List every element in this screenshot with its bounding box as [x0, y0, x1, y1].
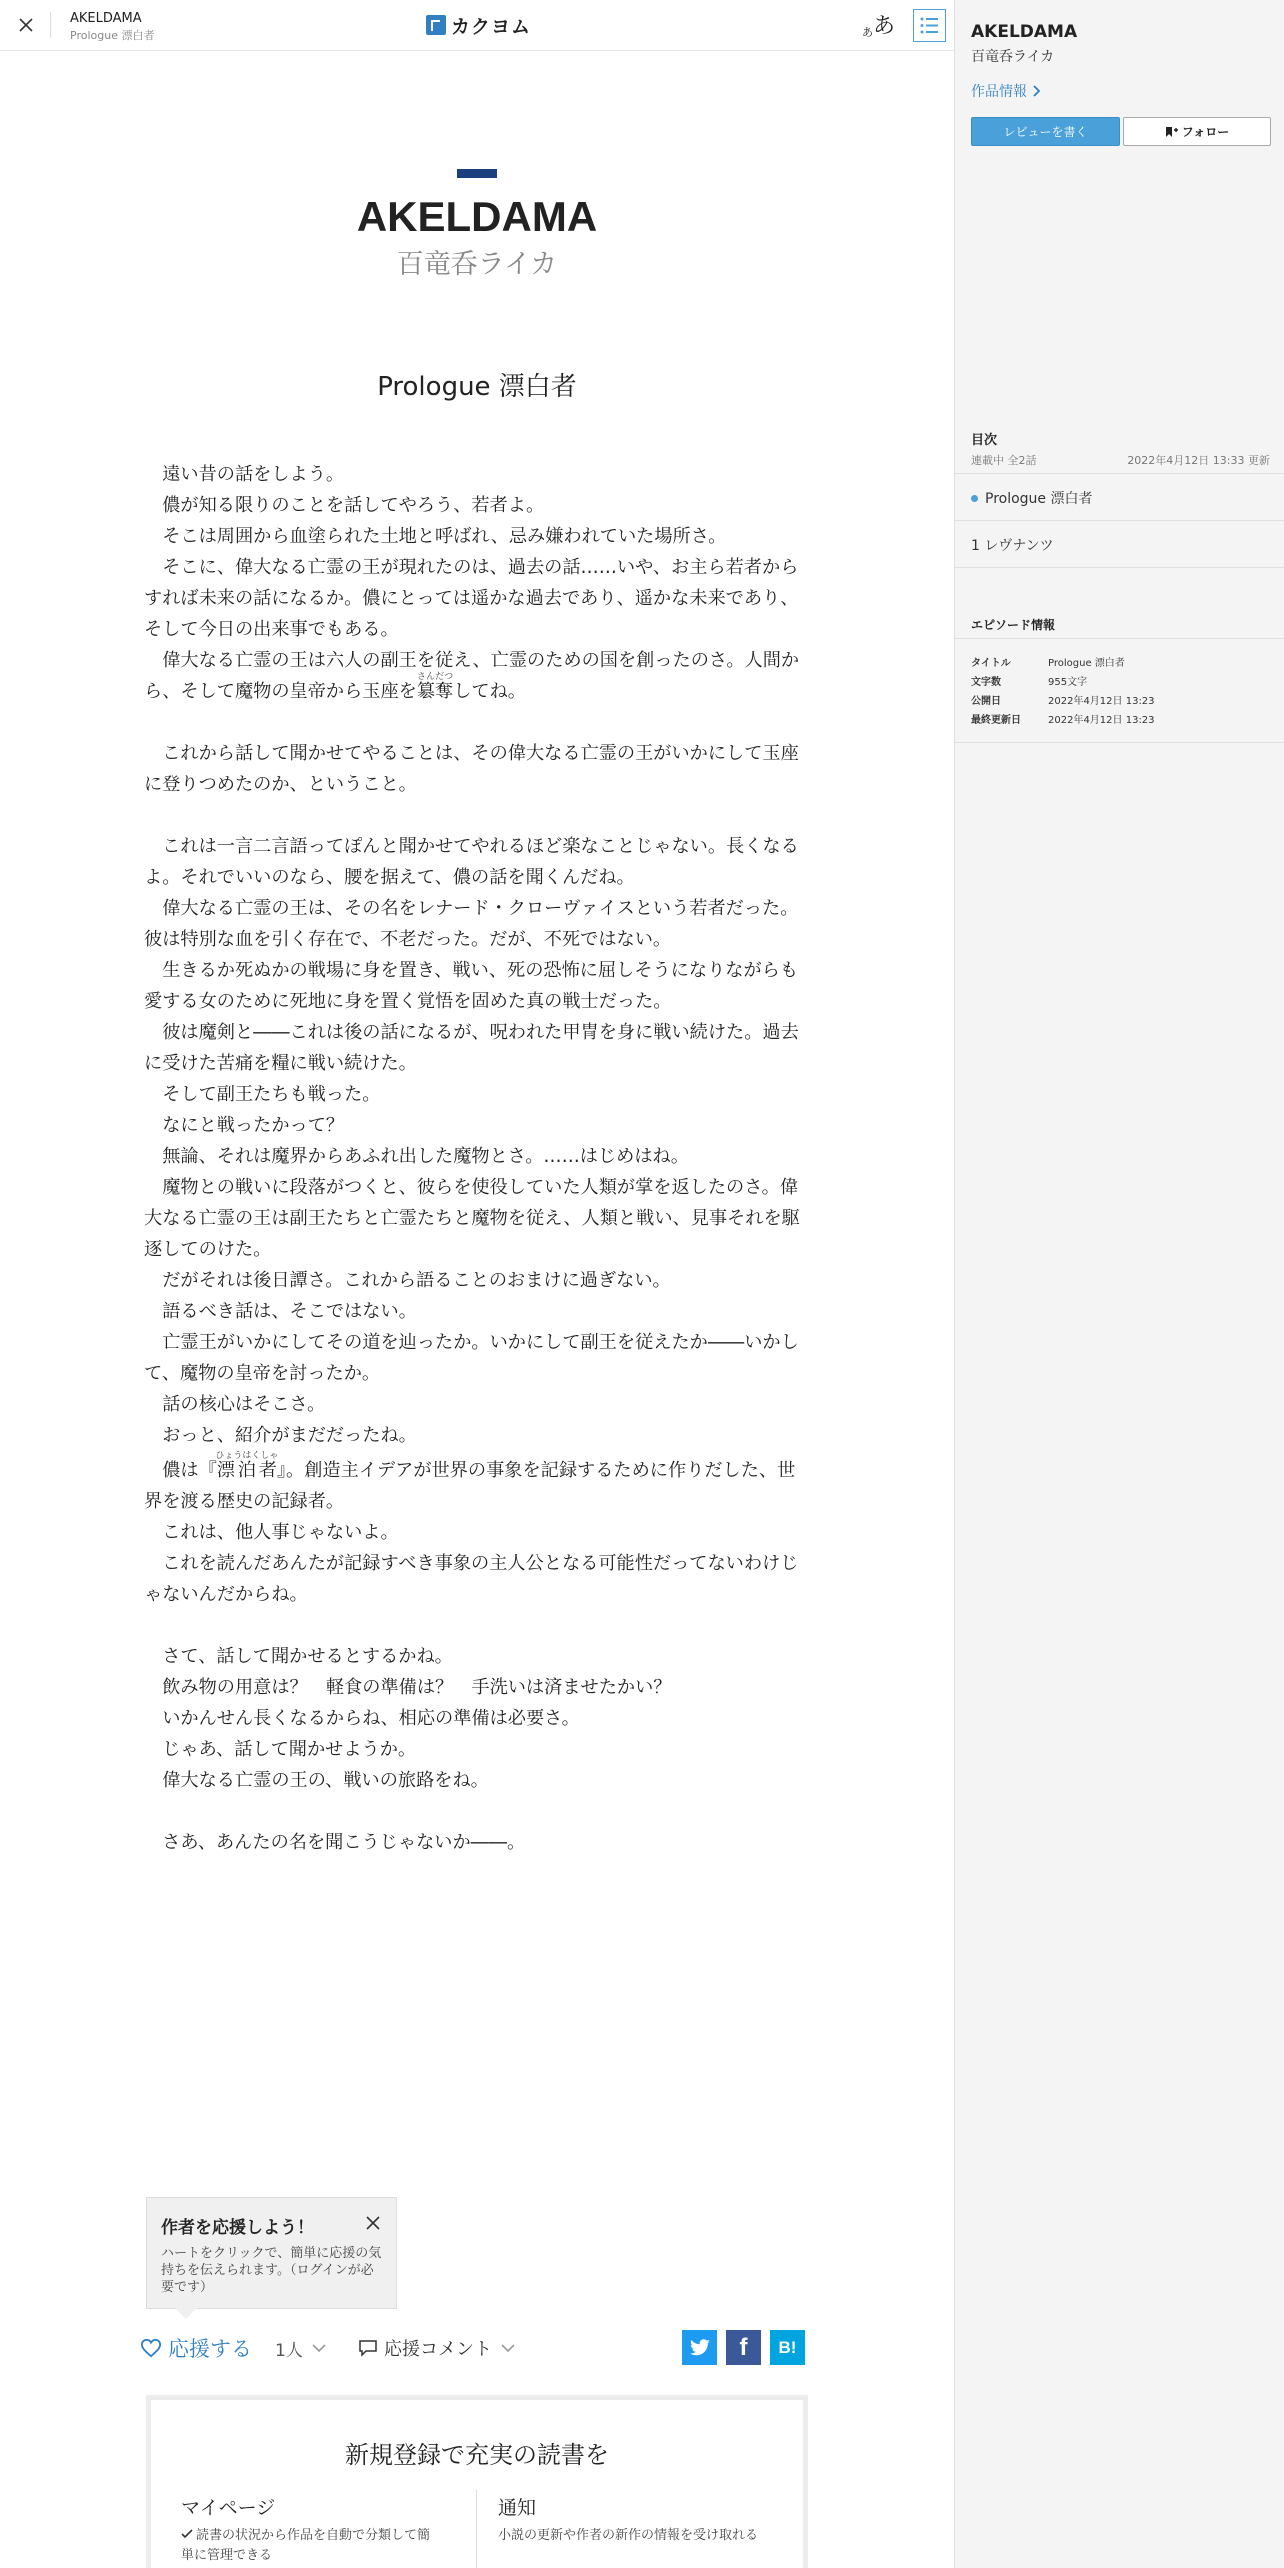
episode-title: Prologue 漂白者 [377, 372, 577, 402]
share-twitter-button[interactable] [682, 2330, 717, 2365]
header-episode-label: Prologue 漂白者 [70, 29, 155, 42]
body-paragraph: 儂が知る限りのことを話してやろう、若者よ。 [162, 495, 545, 516]
share-hatena-button[interactable] [770, 2330, 805, 2365]
body-paragraph: そして副王たちも戦った。 [162, 1084, 381, 1105]
support-row [140, 2330, 805, 2370]
episode-info-value: 2022年4月12日 13:23 [1048, 696, 1155, 707]
supporter-count: 1人 [275, 2340, 303, 2361]
work-sidebar [954, 0, 1284, 2568]
blank-line [144, 1796, 800, 1827]
hatena-icon: B! [778, 2337, 797, 2357]
popup-close-button[interactable] [362, 2212, 384, 2234]
feature-notify-title: 通知 [498, 2497, 537, 2519]
feature-mypage-title: マイページ [181, 2497, 276, 2519]
supporter-count-button[interactable] [275, 2330, 327, 2366]
body-paragraph: さて、話して聞かせるとするかね。 [162, 1646, 453, 1667]
ruby-reading: さんだつ [416, 672, 454, 682]
body-paragraph: そこに、偉大なる亡霊の王が現れたのは、過去の話……いや、お主ら若者からすれば未来の話になるか。儂にとっては遥かな過去であり、遥かな未来であり、そして今日の出来事でもある。 [144, 557, 799, 640]
header-work-title[interactable]: AKELDAMA [70, 11, 142, 26]
bookmark-plus-icon [1165, 126, 1179, 138]
body-paragraph: いかんせん長くなるからね、相応の準備は必要さ。 [162, 1708, 580, 1729]
body-paragraph: 彼は魔剣と――これは後の話になるが、呪われた甲冑を身に戦い続けた。過去に受けた苦痛を糧に戦い続けた。 [144, 1022, 799, 1074]
blank-line [144, 707, 800, 738]
body-paragraph: 魔物との戦いに段落がつくと、彼らを使役していた人類が掌を返したのさ。偉大なる亡霊の王は副王たちと亡霊たちと魔物を従え、人類と戦い、見事それを駆逐してのけた。 [144, 1177, 800, 1260]
sidebar-author[interactable]: 百竜呑ライカ [971, 49, 1055, 65]
support-heart-label: 応援する [168, 2337, 252, 2361]
popup-text: ハートをクリックで、簡単に応援の気持ちを伝えられます。（ログインが必要です） [161, 2246, 382, 2295]
episode-info-heading: エピソード情報 [971, 618, 1056, 632]
body-paragraph: 無論、それは魔界からあふれ出した魔物とさ。……はじめはね。 [162, 1146, 689, 1167]
follow-button[interactable] [1123, 117, 1271, 146]
body-paragraph: 生きるか死ぬかの戦場に身を置き、戦い、死の恐怖に屈しそうになりながらも愛する女のために死地に身を置く覚悟を固めた真の戦士だった。 [144, 960, 799, 1012]
toc-toggle-button[interactable] [913, 9, 946, 42]
body-paragraph: だがそれは後日譚さ。これから語ることのおまけに過ぎない。 [162, 1270, 671, 1291]
signup-title: 新規登録で充実の読書を [345, 2441, 609, 2469]
body-paragraph: そこは周囲から血塗られた土地と呼ばれ、忌み嫌われていた場所さ。 [162, 526, 727, 547]
feature-notify-text: 小説の更新や作者の新作の情報を受け取れる [498, 2528, 759, 2543]
chevron-down-icon [500, 2343, 516, 2353]
follow-label: フォロー [1181, 125, 1230, 139]
episode-info-row [971, 652, 1155, 671]
toc-list-icon [914, 10, 945, 41]
close-icon [12, 11, 40, 39]
body-paragraph: 偉大なる亡霊の王は六人の副王を従え、亡霊のための国を創ったのさ。人間から、そして魔物の皇帝から玉座を簒奪さんだつしてね。 [144, 650, 800, 702]
episode-info-value: 955文字 [1048, 677, 1088, 688]
body-paragraph: 語るべき話は、そこではない。 [162, 1301, 417, 1322]
signup-divider [476, 2490, 477, 2568]
write-review-button[interactable]: レビューを書く [971, 117, 1120, 146]
close-icon [362, 2212, 384, 2234]
body-paragraph: 偉大なる亡霊の王は、その名をレナード・クローヴァイスという若者だった。彼は特別な血を引く存在で、不老だった。だが、不死ではない。 [144, 898, 799, 950]
body-paragraph: 飲み物の用意は？ 軽食の準備は？ 手洗いは済ませたかい？ [162, 1677, 672, 1698]
episode-info-key: 最終更新日 [971, 715, 1021, 726]
sidebar-divider [955, 520, 1284, 521]
body-paragraph: 話の核心はそこさ。 [162, 1394, 326, 1415]
logo-text: カクヨム [451, 15, 532, 38]
kakuyomu-logo[interactable] [426, 13, 531, 37]
episode-info-key: 公開日 [971, 696, 1001, 707]
header-divider [50, 12, 51, 38]
work-info-link[interactable] [971, 81, 1040, 101]
episode-info-row [971, 671, 1155, 690]
body-paragraph: これは、他人事じゃないよ。 [162, 1522, 399, 1543]
sidebar-divider [955, 473, 1284, 474]
episode-info-key: 文字数 [971, 677, 1001, 688]
body-paragraph: これは一言二言語ってぽんと聞かせてやれるほど楽なことじゃない。長くなるよ。それでいいのなら、腰を据えて、儂の話を聞くんだね。 [144, 836, 799, 888]
body-paragraph: なにと戦ったかって？ [162, 1115, 345, 1136]
episode-info-row [971, 709, 1155, 728]
ruby-reading: ひょうはくしゃ [215, 1451, 279, 1461]
popup-title: 作者を応援しよう！ [161, 2218, 314, 2238]
episode-info-key: タイトル [971, 658, 1011, 669]
sidebar-work-title[interactable]: AKELDAMA [971, 22, 1078, 42]
toc-item-prologue[interactable] [971, 488, 1093, 508]
support-comment-label: 応援コメント [384, 2339, 492, 2360]
blank-line [144, 800, 800, 831]
logo-mark-icon [426, 15, 446, 35]
chevron-down-icon [311, 2343, 327, 2353]
twitter-icon [689, 2339, 711, 2357]
body-paragraph: これから話して聞かせてやることは、その偉大なる亡霊の王がいかにして玉座に登りつめたのか、ということ。 [144, 743, 799, 795]
body-paragraph: おっと、紹介がまだだったね。 [162, 1425, 417, 1446]
feature-mypage-text [181, 2526, 441, 2566]
blank-line [144, 1610, 800, 1641]
body-paragraph: 亡霊王がいかにしてその道を辿ったか。いかにして副王を従えたか――いかして、魔物の皇帝を討ったか。 [144, 1332, 799, 1384]
toc-status: 連載中 全2話 [971, 454, 1037, 467]
support-heart-button[interactable] [140, 2330, 252, 2366]
sidebar-divider [955, 742, 1284, 743]
toc-item-label: Prologue 漂白者 [985, 491, 1093, 507]
episode-info-value: Prologue 漂白者 [1048, 658, 1125, 669]
body-paragraph: 遠い昔の話をしよう。 [162, 464, 345, 485]
body-paragraph: これを読んだあんたが記録すべき事象の主人公となる可能性だってないわけじゃないんだからね。 [144, 1553, 799, 1605]
signup-promo [146, 2395, 808, 2568]
support-comment-button[interactable] [358, 2330, 516, 2366]
support-popup [146, 2197, 397, 2309]
sidebar-divider [955, 638, 1284, 639]
episode-body [144, 459, 800, 1858]
body-paragraph: さあ、あんたの名を聞こうじゃないか――。 [162, 1832, 526, 1853]
body-paragraph: 偉大なる亡霊の王の、戦いの旅路をね。 [162, 1770, 489, 1791]
toc-item-label: 1 レヴナンツ [971, 538, 1054, 554]
body-paragraph: 儂は『漂泊者ひょうはくしゃ』。創造主イデアが世界の事象を記録するために作りだした、世界を渡る歴史の記録者。 [144, 1451, 796, 1512]
ruby-annotation: 漂泊者ひょうはくしゃ [215, 1451, 279, 1481]
share-facebook-button[interactable] [726, 2330, 761, 2365]
work-title[interactable]: AKELDAMA [356, 193, 598, 240]
feature-mypage-desc: 読書の状況から作品を自動で分類して簡単に管理できる [181, 2528, 431, 2563]
sidebar-divider [955, 567, 1284, 568]
work-info-label: 作品情報 [971, 84, 1027, 100]
current-episode-dot [971, 495, 978, 502]
check-icon [181, 2529, 193, 2539]
toc-item-revenants[interactable] [971, 535, 1054, 555]
font-size-button[interactable] [862, 10, 895, 40]
episode-info-row [971, 690, 1155, 709]
facebook-icon: f [739, 2333, 748, 2361]
body-paragraph: じゃあ、話して聞かせようか。 [162, 1739, 417, 1760]
episode-info-table [971, 652, 1155, 728]
heart-icon [140, 2338, 162, 2358]
ruby-annotation: 簒奪さんだつ [416, 672, 454, 702]
font-size-large-glyph: あ [873, 14, 896, 39]
toc-updated: 2022年4月12日 13:33 更新 [1127, 454, 1270, 467]
author-name[interactable]: 百竜呑ライカ [396, 249, 558, 280]
comment-icon [358, 2339, 378, 2357]
title-accent-bar [457, 169, 497, 178]
font-size-small-glyph: あ [862, 26, 873, 39]
top-header [0, 0, 954, 51]
close-button[interactable] [12, 11, 40, 39]
chevron-right-icon [1032, 85, 1040, 97]
toc-heading: 目次 [971, 433, 998, 448]
episode-info-value: 2022年4月12日 13:23 [1048, 715, 1155, 726]
